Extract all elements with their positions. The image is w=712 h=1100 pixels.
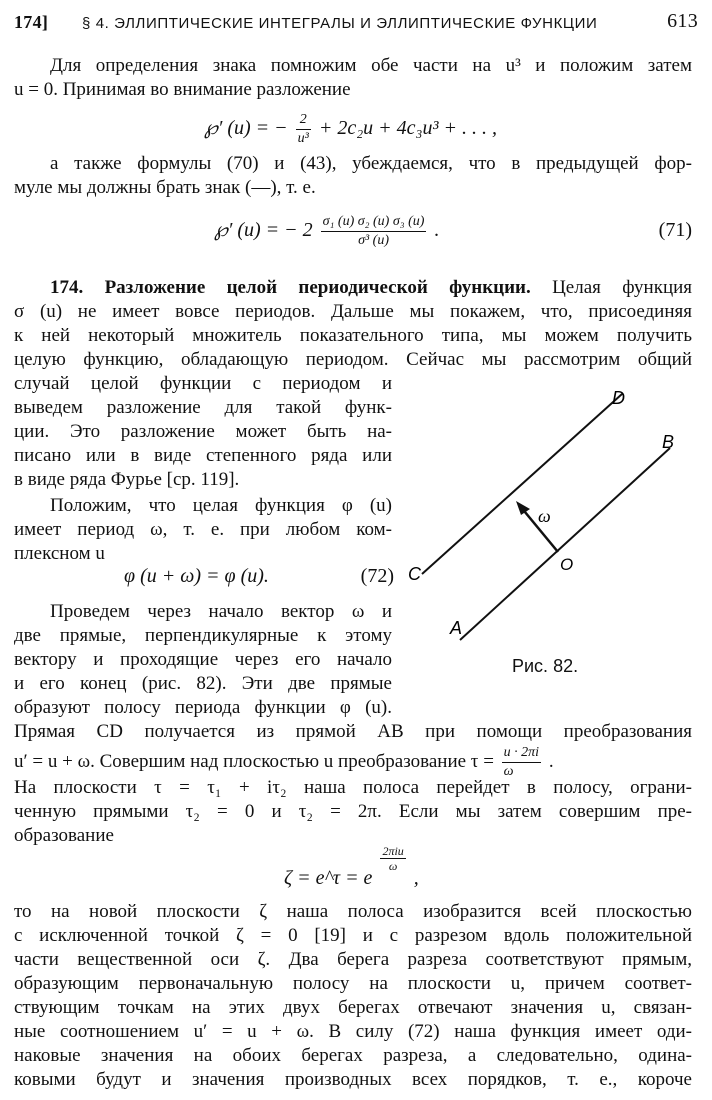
exponent-fraction: [380, 844, 405, 873]
label-B: B: [662, 432, 675, 452]
text-line: к ней некоторый множитель показательного типа, мы можем получить: [14, 325, 692, 346]
frac-numerator: 2: [296, 111, 311, 130]
text-line: Прямая CD получается из прямой AB при помощи преобразования: [14, 721, 692, 742]
label-C: C: [408, 564, 421, 584]
frac-numerator: 2πiu: [382, 844, 404, 858]
text-line: ковыми будут и значения производных всех порядков, т. е., короче: [14, 1069, 692, 1090]
label-O: O: [560, 555, 574, 574]
eq-fraction: [321, 213, 427, 250]
eq-rhs: + 2c₂u + 4c₃u³ + . . . ,: [318, 117, 497, 139]
frac-denominator: ω: [503, 764, 514, 779]
text-line: образующим первоначальную полосу на плоскости u, причем соответ-: [14, 973, 692, 994]
equation-wp-derivative: [14, 108, 692, 148]
text-line: две прямые, перпендикулярные к этому: [14, 625, 392, 646]
figure-caption: Рис. 82.: [512, 656, 579, 676]
text-line: наковые значения на обоих берегах разреза, а следовательно, одина-: [14, 1045, 692, 1066]
label-omega: ω: [538, 506, 551, 526]
text-line: случай целой функции с периодом и: [14, 373, 392, 394]
running-header: [14, 8, 698, 38]
eq-body: φ (u + ω) = φ (u).: [124, 565, 269, 587]
text-line: σ (u) не имеет вовсе периодов. Дальше мы покажем, что, присоединяя: [14, 301, 692, 322]
text-line: целую функцию, обладающую периодом. Сейчас мы рассмотрим общий: [14, 349, 692, 370]
eq-fraction: [296, 111, 311, 148]
text-line: Проведем через начало вектор ω и: [50, 601, 392, 622]
equation-72: [14, 556, 394, 596]
text-line: с исключенной точкой ζ = 0 [19] и с разрезом вдоль положительной: [14, 925, 692, 946]
frac-numerator: σ₁ (u) σ₂ (u) σ₃ (u): [321, 213, 427, 232]
text-line: ченную прямыми τ₂ = 0 и τ₂ = 2π. Если мы затем совершим пре-: [14, 801, 692, 822]
text-run: Целая функция: [552, 277, 693, 298]
text-line: вектору и проходящие через его начало: [14, 649, 392, 670]
section-title: 174. Разложение целой периодической функции.: [50, 277, 531, 298]
figure-82-period-strip: [400, 382, 700, 692]
eq-lhs: ℘′ (u) = − 2: [214, 219, 313, 241]
eq-lhs: ℘′ (u) = −: [204, 117, 288, 139]
page-number: 613: [667, 10, 698, 32]
frac-numerator: u · 2πi: [502, 744, 541, 763]
text-line: муле мы должны брать знак (—), т. е.: [14, 177, 316, 198]
text-line: имеет период ω, т. е. при любом ком-: [14, 519, 392, 540]
eq-base: ζ = e^τ = e: [284, 867, 373, 889]
text-line: образование: [14, 825, 114, 846]
equation-71: [14, 210, 692, 250]
text-line: Для определения знака помножим обе части на u³ и положим затем: [50, 55, 692, 76]
section-number: 174]: [14, 12, 49, 32]
label-D: D: [612, 388, 625, 408]
label-A: A: [450, 618, 463, 638]
text-line-with-fraction: [14, 744, 692, 779]
text-line: образуют полосу периода функции φ (u).: [14, 697, 392, 718]
line-AB: [460, 448, 670, 640]
text-line: u = 0. Принимая во внимание разложение: [14, 79, 351, 100]
text-line: На плоскости τ = τ₁ + iτ₂ наша полоса перейдет в полосу, ограни-: [14, 777, 692, 798]
frac-denominator: u³: [297, 130, 309, 146]
text-line: то на новой плоскости ζ наша полоса изобразится всей плоскостью: [14, 901, 692, 922]
text-line: а также формулы (70) и (43), убеждаемся, что в предыдущей фор-: [50, 153, 692, 174]
text-line: плексном u: [14, 543, 105, 564]
text-line: ции. Это разложение может быть на-: [14, 421, 392, 442]
line-CD: [422, 394, 622, 574]
text-line: ствующим точкам на этих двух берегах отвечают значения u, связан-: [14, 997, 692, 1018]
text-run: u′ = u + ω. Совершим над плоскостью u преобразование τ =: [14, 750, 494, 772]
frac-denominator: σ³ (u): [358, 232, 389, 248]
text-line: и его конец (рис. 82). Эти две прямые: [14, 673, 392, 694]
text-line: писано или в виде степенного ряда или: [14, 445, 392, 466]
equation-number: (71): [658, 219, 692, 241]
equation-zeta: [14, 844, 692, 896]
section-heading-line: [14, 276, 692, 300]
text-line: выведем разложение для такой функ-: [14, 397, 392, 418]
eq-end: .: [434, 219, 440, 241]
text-run: .: [548, 750, 554, 772]
text-line: ные соотношением u′ = u + ω. В силу (72) наша функция имеет оди-: [14, 1021, 692, 1042]
running-title: § 4. ЭЛЛИПТИЧЕСКИЕ ИНТЕГРАЛЫ И ЭЛЛИПТИЧЕСКИЕ ФУНКЦИИ: [82, 15, 598, 32]
text-line: Положим, что целая функция φ (u): [50, 495, 392, 516]
text-line: в виде ряда Фурье [ср. 119].: [14, 469, 240, 490]
eq-end: ,: [413, 867, 419, 889]
vector-arrowhead: [516, 501, 530, 515]
text-line: части вещественной оси ζ. Два берега разреза соответствуют прямым,: [14, 949, 692, 970]
frac-denominator: ω: [388, 859, 398, 873]
equation-number: (72): [360, 565, 394, 587]
